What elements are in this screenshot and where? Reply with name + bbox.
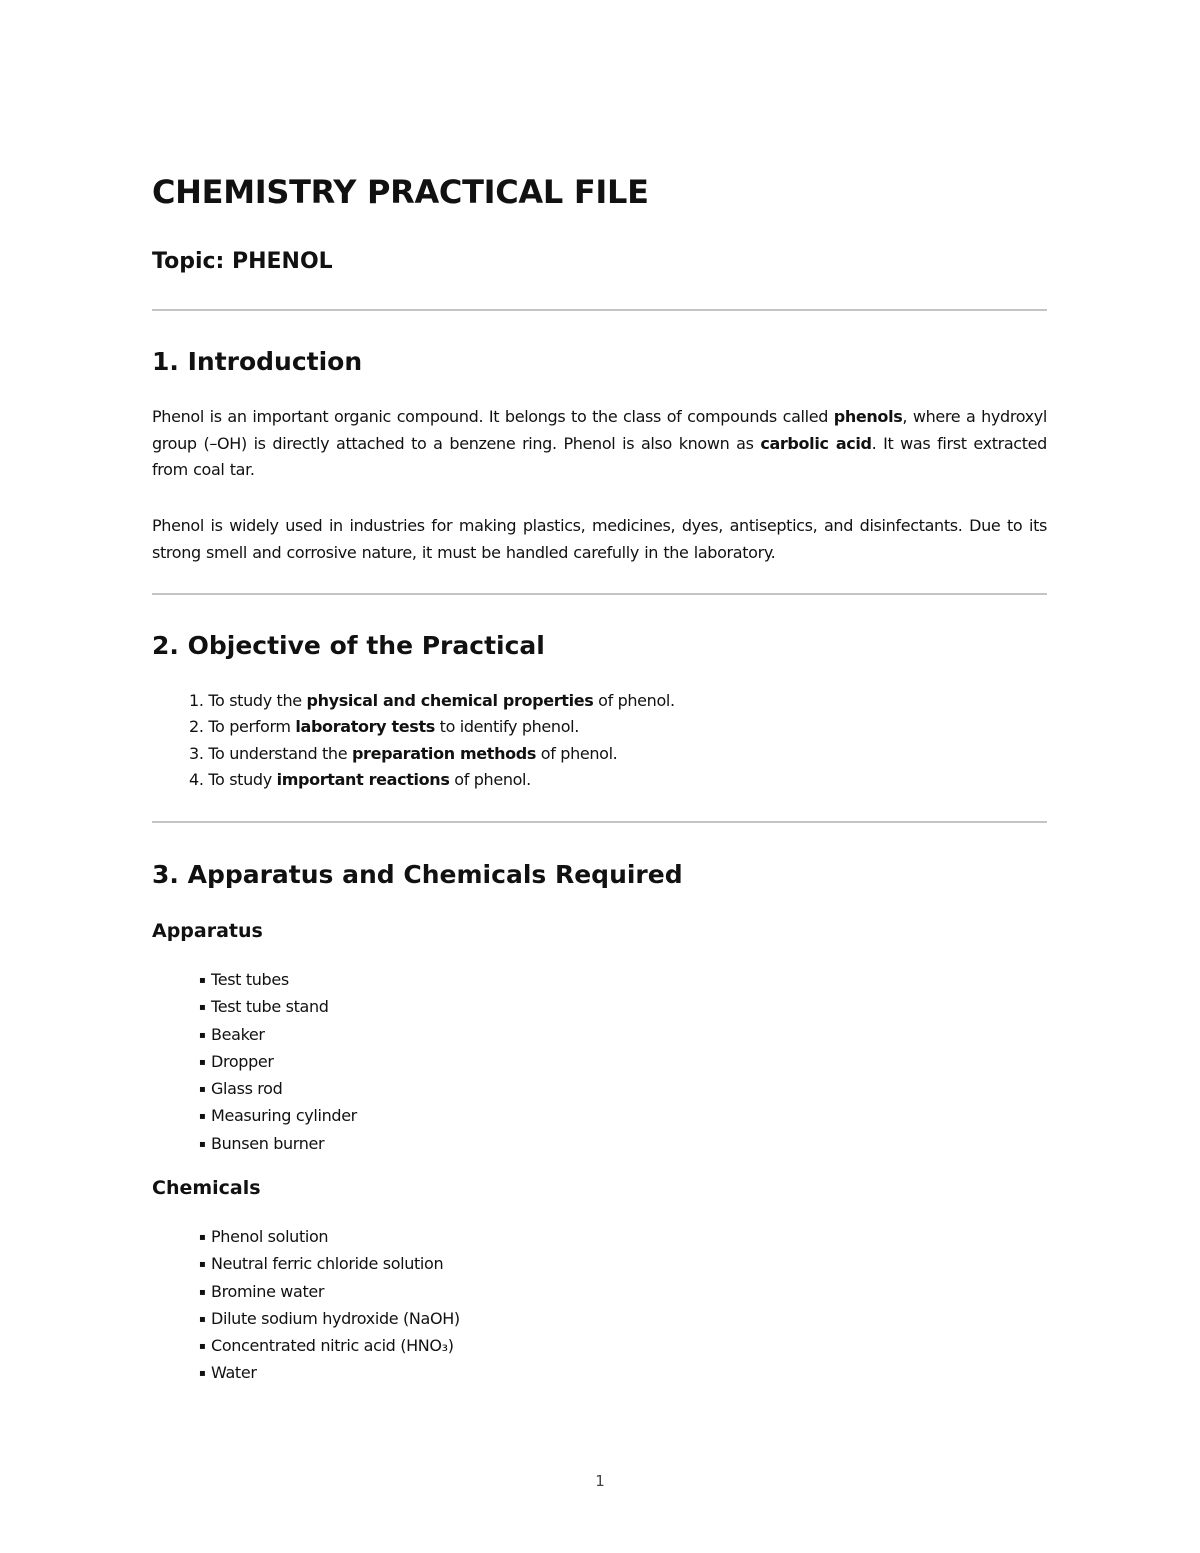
text-run: . It was first extracted from coal tar. <box>152 433 1047 479</box>
bullet-icon: ▪ <box>199 1138 206 1150</box>
list-item-label: Dropper <box>211 1051 274 1071</box>
section-heading-introduction: 1. Introduction <box>152 347 363 376</box>
list-item <box>199 1049 357 1076</box>
list-item-label: Measuring cylinder <box>211 1106 357 1126</box>
text-run: to identify phenol. <box>434 717 579 737</box>
list-item <box>189 688 675 714</box>
text-run: of phenol. <box>449 769 531 789</box>
text-run: To study the <box>203 691 307 710</box>
page-number: 1 <box>595 1472 605 1490</box>
list-item <box>189 767 675 793</box>
list-number: 2. <box>189 717 204 737</box>
list-item <box>199 967 357 994</box>
document-topic: Topic: PHENOL <box>152 249 333 274</box>
section-heading-objective: 2. Objective of the Practical <box>152 631 545 660</box>
list-item <box>199 1306 460 1333</box>
list-item <box>199 1103 357 1130</box>
divider <box>152 593 1047 595</box>
chemicals-list <box>199 1224 460 1388</box>
list-item-label: Neutral ferric chloride solution <box>211 1254 444 1274</box>
list-item-label: Test tubes <box>211 970 289 989</box>
list-item <box>199 994 357 1021</box>
objective-list <box>189 688 675 793</box>
bold-term: phenols <box>833 407 903 426</box>
section-heading-apparatus-chemicals: 3. Apparatus and Chemicals Required <box>152 860 683 889</box>
text-run: , where a hydroxyl group (–OH) is directly attached to a benzene ring. Phenol is also known as <box>152 407 1047 453</box>
bold-term: important reactions <box>276 769 450 789</box>
bullet-icon: ▪ <box>199 1259 206 1271</box>
bullet-icon: ▪ <box>199 1002 206 1014</box>
introduction-paragraph-1 <box>152 404 1047 484</box>
list-item-label: Beaker <box>211 1024 265 1044</box>
text-run: of phenol. <box>536 743 618 763</box>
list-item <box>189 714 675 740</box>
introduction-paragraph-2: Phenol is widely used in industries for making plastics, medicines, dyes, antiseptics, and disinfectants. Due to its strong smell and corrosive nature, it must be handled carefully in the laboratory. <box>152 516 1047 562</box>
list-item <box>199 1076 357 1103</box>
bullet-icon: ▪ <box>199 1313 206 1325</box>
text-run: of phenol. <box>593 691 675 710</box>
text-run: To perform <box>203 717 296 737</box>
bullet-icon: ▪ <box>199 1368 206 1380</box>
list-item <box>199 1279 460 1306</box>
bullet-icon: ▪ <box>199 1056 206 1068</box>
bullet-icon: ▪ <box>199 1029 206 1041</box>
bullet-icon: ▪ <box>199 1341 206 1353</box>
list-item-label: Bromine water <box>211 1281 325 1301</box>
list-item <box>199 1251 460 1278</box>
bold-term: carbolic acid <box>760 433 872 453</box>
list-item-label: Glass rod <box>211 1079 283 1099</box>
bold-term: physical and chemical properties <box>306 691 594 710</box>
list-item-label: Test tube stand <box>211 997 329 1017</box>
list-number: 3. <box>189 743 204 763</box>
apparatus-list <box>199 967 357 1158</box>
document-title: CHEMISTRY PRACTICAL FILE <box>152 173 649 211</box>
list-item-label: Phenol solution <box>211 1227 329 1246</box>
bold-term: preparation methods <box>351 743 537 763</box>
bullet-icon: ▪ <box>199 975 206 986</box>
divider <box>152 821 1047 823</box>
list-item <box>199 1224 460 1251</box>
bullet-icon: ▪ <box>199 1286 206 1298</box>
bullet-icon: ▪ <box>199 1111 206 1123</box>
text-run: To study <box>203 769 277 789</box>
list-item-label: Bunsen burner <box>211 1133 325 1153</box>
list-item <box>199 1333 460 1360</box>
list-item-label: Concentrated nitric acid (HNO₃) <box>211 1336 454 1356</box>
text-run: To understand the <box>203 743 352 763</box>
subheading-chemicals: Chemicals <box>152 1177 261 1199</box>
text-run: Phenol is an important organic compound. It belongs to the class of compounds called <box>152 407 834 426</box>
divider <box>152 309 1047 311</box>
list-item <box>199 1022 357 1049</box>
bullet-icon: ▪ <box>199 1084 206 1096</box>
list-item <box>189 741 675 767</box>
list-item <box>199 1131 357 1158</box>
list-number: 4. <box>189 769 204 789</box>
list-item-label: Water <box>211 1363 257 1383</box>
list-number: 1. <box>189 691 204 710</box>
bold-term: laboratory tests <box>295 717 435 737</box>
subheading-apparatus: Apparatus <box>152 920 263 942</box>
bullet-icon: ▪ <box>199 1232 206 1243</box>
list-item <box>199 1360 460 1387</box>
list-item-label: Dilute sodium hydroxide (NaOH) <box>211 1308 460 1328</box>
